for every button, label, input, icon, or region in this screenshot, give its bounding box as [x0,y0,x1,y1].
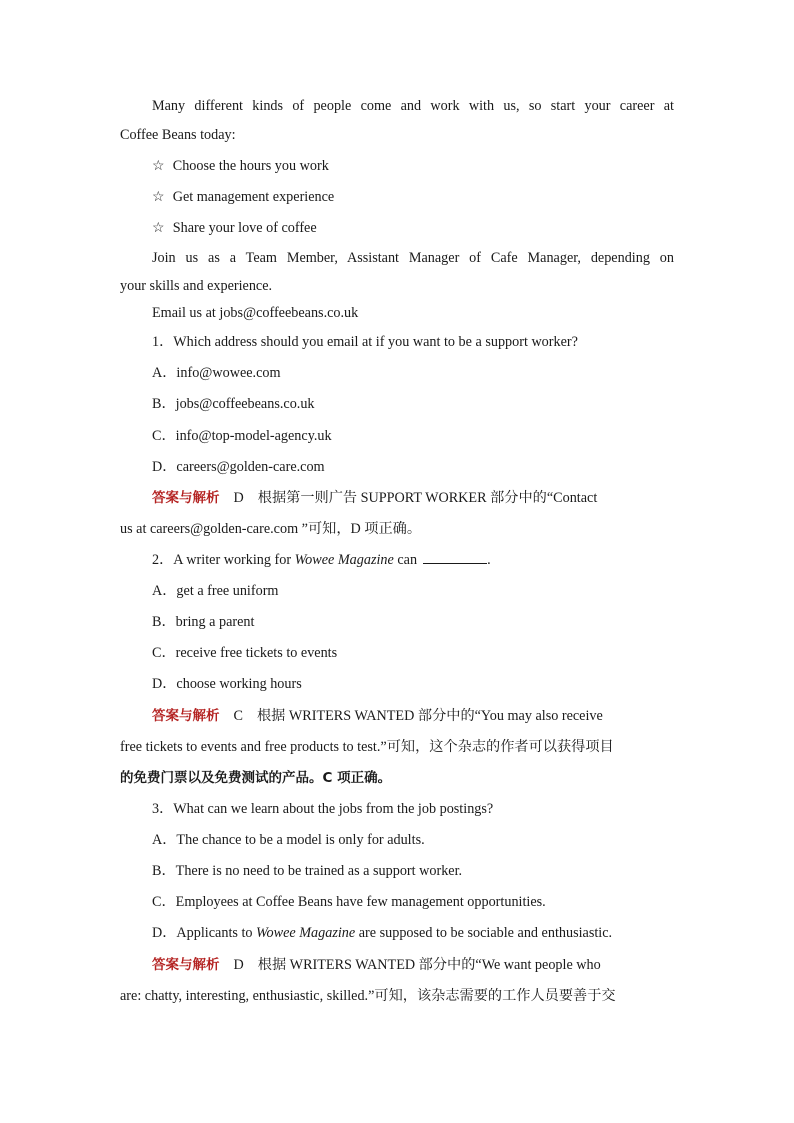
question-1-explanation-line-1: 答案与解析 D 根据第一则广告 SUPPORT WORKER 部分中的“Contact [152,490,598,506]
question-1-explanation-line-2: us at careers@golden-care.com ”可知，D 项正确。 [120,521,422,537]
join-line-2: your skills and experience. [120,278,273,294]
question-2-stem: 2．A writer working for Wowee Magazine can . [152,552,491,568]
bullet-item: ☆ Share your love of coffee [152,220,317,236]
answer-label: 答案与解析 [152,490,220,506]
answer-letter: D [233,957,244,973]
question-2-option-c: C．receive free tickets to events [152,645,338,661]
magazine-title: Wowee Magazine [256,925,356,941]
question-2-option-d: D．choose working hours [152,676,302,692]
question-1-stem: 1．Which address should you email at if you want to be a support worker? [152,334,578,350]
answer-letter: D [233,490,244,506]
magazine-title: Wowee Magazine [294,552,394,568]
intro-line-1: Many different kinds of people come and work with us, so start your career at [152,98,674,114]
question-1-option-d: D．careers@golden-care.com [152,459,325,475]
question-3-option-a: A．The chance to be a model is only for adults. [152,832,425,848]
question-3-option-d: D．Applicants to Wowee Magazine are supposed to be sociable and enthusiastic. [152,925,613,941]
question-3-option-c: C．Employees at Coffee Beans have few management opportunities. [152,894,546,910]
join-line-1: Join us as a Team Member, Assistant Manager of Cafe Manager, depending on [152,250,674,266]
bullet-item: ☆ Choose the hours you work [152,158,329,174]
intro-line-2: Coffee Beans today: [120,127,236,143]
answer-letter: C [233,708,243,724]
email-line: Email us at jobs@coffeebeans.co.uk [152,305,359,321]
question-3-option-b: B．There is no need to be trained as a support worker. [152,863,463,879]
star-icon: ☆ [152,189,165,205]
question-1-option-c: C．info@top-model-agency.uk [152,428,332,444]
question-2-explanation-line-2: free tickets to events and free products to test.”可知，这个杂志的作者可以获得项目 [120,739,614,755]
star-icon: ☆ [152,220,165,236]
question-1-option-a: A．info@wowee.com [152,365,281,381]
question-3-stem: 3．What can we learn about the jobs from the job postings? [152,801,494,817]
question-2-explanation-line-3: 的免费门票以及免费测试的产品。C 项正确。 [120,770,392,786]
question-3-explanation-line-2: are: chatty, interesting, enthusiastic, skilled.”可知，该杂志需要的工作人员要善于交 [120,988,616,1004]
question-3-explanation-line-1: 答案与解析 D 根据 WRITERS WANTED 部分中的“We want people who [152,957,601,973]
question-1-option-b: B．jobs@coffeebeans.co.uk [152,396,315,412]
question-2-option-a: A．get a free uniform [152,583,279,599]
answer-blank [423,550,487,564]
answer-label: 答案与解析 [152,957,220,973]
star-icon: ☆ [152,158,165,174]
bullet-item: ☆ Get management experience [152,189,335,205]
question-2-explanation-line-1: 答案与解析 C 根据 WRITERS WANTED 部分中的“You may also receive [152,708,603,724]
answer-label: 答案与解析 [152,708,220,724]
question-2-option-b: B．bring a parent [152,614,255,630]
